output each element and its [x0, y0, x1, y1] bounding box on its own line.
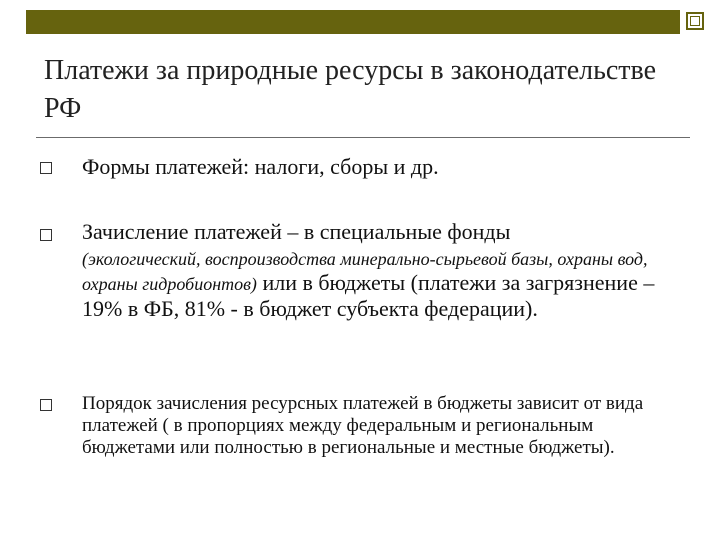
bullet-item-payment-forms: Формы платежей: налоги, сборы и др.: [82, 154, 439, 179]
allocation-funds-list: (экологический, воспроизводства минерально-сырьевой базы, охраны вод, охраны гидробионтов): [82, 249, 648, 294]
bullet-square-icon: [40, 399, 52, 411]
slide-title: Платежи за природные ресурсы в законодательстве РФ: [44, 55, 657, 124]
title-divider: [36, 137, 690, 138]
allocation-budgets-text: или в бюджеты (платежи за загрязнение – 19% в ФБ, 81% - в бюджет субъекта федерации).: [82, 270, 655, 321]
corner-square-ornament: [686, 12, 704, 30]
bullet-item-payment-allocation: [82, 218, 692, 322]
bullet-square-icon: [40, 162, 52, 174]
allocation-lead-text: Зачисление платежей – в специальные фонды: [82, 219, 511, 244]
bullet-square-icon: [40, 229, 52, 241]
corner-square-inner: [690, 16, 700, 26]
header-bar: [26, 10, 680, 34]
bullet-item-allocation-order: Порядок зачисления ресурсных платежей в бюджеты зависит от вида платежей ( в пропорциях между федеральным и региональным бюджетами или полностью в региональные и местные бюджеты).: [82, 393, 644, 458]
